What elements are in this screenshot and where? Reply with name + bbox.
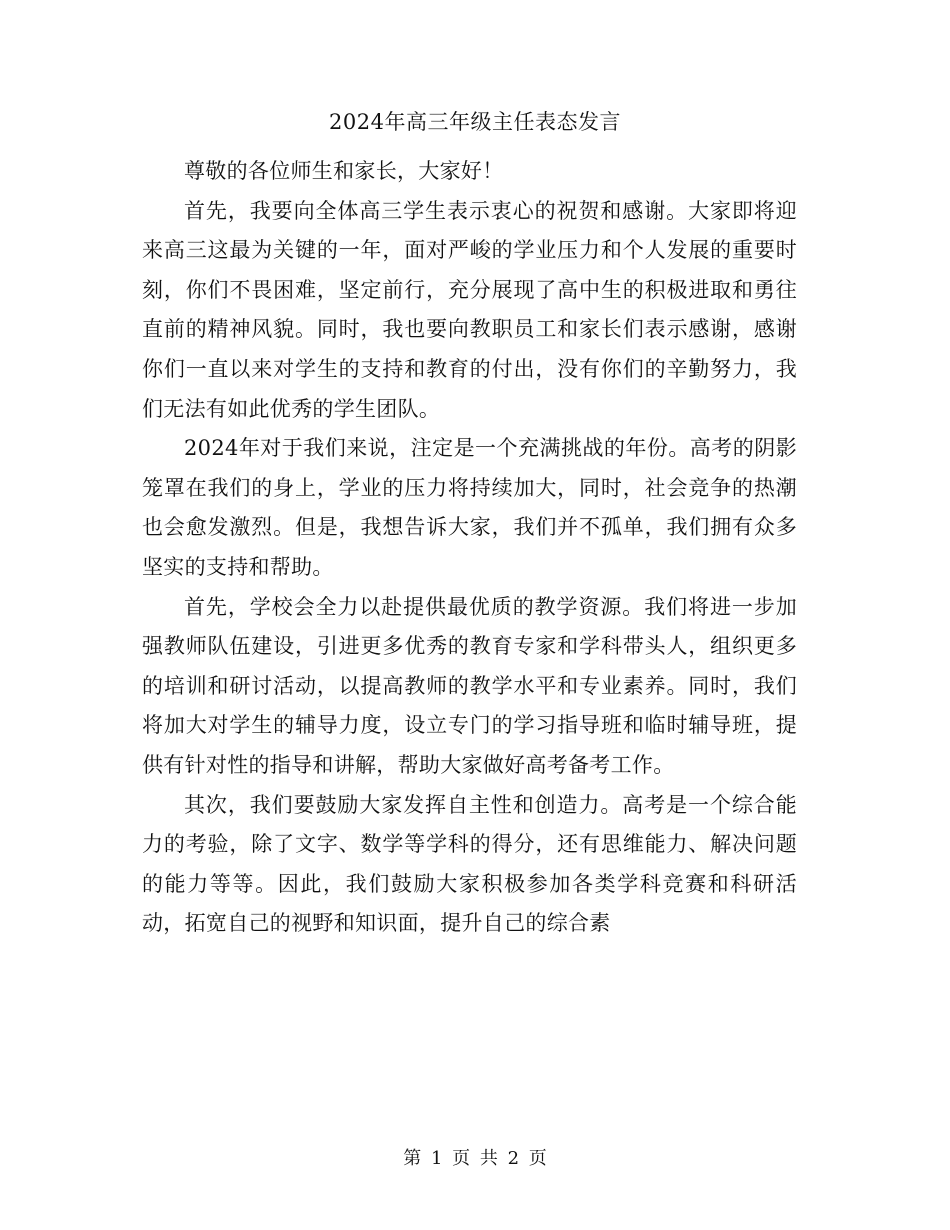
paragraph-greeting: 尊敬的各位师生和家长，大家好！ — [184, 159, 504, 183]
paragraph: 其次，我们要鼓励大家发挥自主性和创造力。高考是一个综合能力的考验，除了文字、数学等学科的得分，还有思维能力、解决问题的能力等等。因此，我们鼓励大家积极参加各类学科竞赛和科研活动，拓宽自己的视野和知识面，提升自己的综合素 — [142, 792, 797, 936]
document-title: 2024年高三年级主任表态发言 — [329, 110, 621, 134]
document-body — [142, 152, 797, 944]
page-footer: 第 1 页 共 2 页 — [403, 1148, 547, 1169]
paragraph: 首先，学校会全力以赴提供最优质的教学资源。我们将进一步加强教师队伍建设，引进更多优秀的教育专家和学科带头人，组织更多的培训和研讨活动，以提高教师的教学水平和专业素养。同时，我们将加大对学生的辅导力度，设立专门的学习指导班和临时辅导班，提供有针对性的指导和讲解，帮助大家做好高考备考工作。 — [142, 594, 797, 777]
paragraph: 2024年对于我们来说，注定是一个充满挑战的年份。高考的阴影笼罩在我们的身上，学业的压力将持续加大，同时，社会竞争的热潮也会愈发激烈。但是，我想告诉大家，我们并不孤单，我们拥有众多坚实的支持和帮助。 — [142, 436, 797, 579]
paragraph: 首先，我要向全体高三学生表示衷心的祝贺和感谢。大家即将迎来高三这最为关键的一年，面对严峻的学业压力和个人发展的重要时刻，你们不畏困难，坚定前行，充分展现了高中生的积极进取和勇往直前的精神风貌。同时，我也要向教职员工和家长们表示感谢，感谢你们一直以来对学生的支持和教育的付出，没有你们的辛勤努力，我们无法有如此优秀的学生团队。 — [142, 198, 797, 421]
